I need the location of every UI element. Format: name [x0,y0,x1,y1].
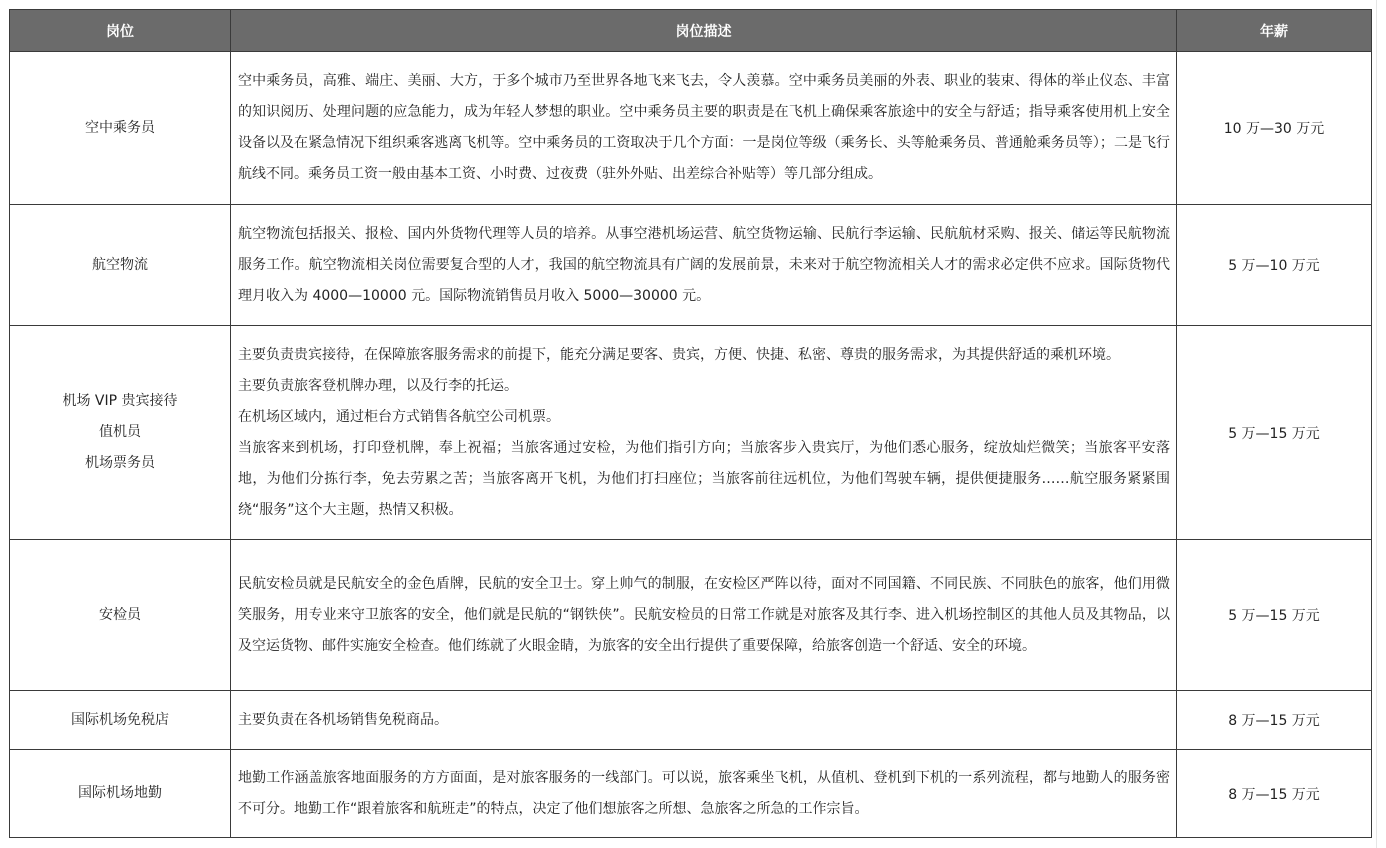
position-cell [10,540,231,691]
description-text: 主要负责在各机场销售免税商品。 [238,711,448,728]
table-row [10,326,1372,540]
salary-cell: 5 万—10 万元 [1177,205,1372,326]
position-name: 国际机场地勤 [78,785,162,801]
description-cell [231,691,1177,750]
table-row [10,540,1372,691]
description-cell [231,205,1177,326]
header-description: 岗位描述 [231,10,1177,52]
description-text: 民航安检员就是民航安全的金色盾牌，民航的安全卫士。穿上帅气的制服，在安检区严阵以待，面对不同国籍、不同民族、不同肤色的旅客，他们用微笑服务，用专业来守卫旅客的安全，他们就是民航的“钢铁侠”。民航安检员的日常工作就是对旅客及其行李、进入机场控制区的其他人员及其物品，以及空运货物、邮件实施安全检查。他们练就了火眼金睛，为旅客的安全出行提供了重要保障，给旅客创造一个舒适、安全的环境。 [238,575,1170,654]
description-text: 地勤工作涵盖旅客地面服务的方方面面，是对旅客服务的一线部门。可以说，旅客乘坐飞机，从值机、登机到下机的一系列流程，都与地勤人的服务密不可分。地勤工作“跟着旅客和航班走”的特点，决定了他们想旅客之所想、急旅客之所急的工作宗旨。 [238,769,1170,817]
header-row [10,10,1372,52]
position-name: 值机员 [99,424,141,440]
table-row [10,52,1372,205]
position-name: 国际机场免税店 [71,711,169,728]
description-text: 主要负责旅客登机牌办理，以及行李的托运。 [238,377,518,394]
salary-cell: 10 万—30 万元 [1177,52,1372,205]
job-table [9,9,1372,838]
header-position: 岗位 [10,10,231,52]
description-cell [231,750,1177,838]
salary-cell: 5 万—15 万元 [1177,540,1372,691]
position-name: 空中乘务员 [85,119,155,136]
description-text: 当旅客来到机场，打印登机牌，奉上祝福；当旅客通过安检，为他们指引方向；当旅客步入贵宾厅，为他们悉心服务，绽放灿烂微笑；当旅客平安落地，为他们分拣行李，免去劳累之苦；当旅客离开飞机，为他们打扫座位；当旅客前往远机位，为他们驾驶车辆，提供便捷服务……航空服务紧紧围绕“服务”这个大主题，热情又积极。 [238,439,1170,518]
page-edge-divider [1376,0,1377,848]
description-text: 空中乘务员，高雅、端庄、美丽、大方，于多个城市乃至世界各地飞来飞去，令人羡慕。空中乘务员美丽的外表、职业的装束、得体的举止仪态、丰富的知识阅历、处理问题的应急能力，成为年轻人梦想的职业。空中乘务员主要的职责是在飞机上确保乘客旅途中的安全与舒适；指导乘客使用机上安全设备以及在紧急情况下组织乘客逃离飞机等。空中乘务员的工资取决于几个方面：一是岗位等级（乘务长、头等舱乘务员、普通舱乘务员等）；二是飞行航线不同。乘务员工资一般由基本工资、小时费、过夜费（驻外外贴、出差综合补贴等）等几部分组成。 [238,73,1170,182]
position-name: 机场票务员 [85,455,155,471]
description-cell [231,326,1177,540]
description-cell [231,52,1177,205]
position-cell [10,52,231,205]
salary-cell: 8 万—15 万元 [1177,750,1372,838]
table-row [10,691,1372,750]
position-name: 机场 VIP 贵宾接待 [62,393,178,409]
salary-cell: 8 万—15 万元 [1177,691,1372,750]
table-row [10,205,1372,326]
description-text: 航空物流包括报关、报检、国内外货物代理等人员的培养。从事空港机场运营、航空货物运输、民航行李运输、民航航材采购、报关、储运等民航物流服务工作。航空物流相关岗位需要复合型的人才，我国的航空物流具有广阔的发展前景，未来对于航空物流相关人才的需求必定供不应求。国际货物代理月收入为 4000—10000 元。国际物流销售员月收入 5000—30000 元。 [238,225,1170,304]
description-text: 主要负责贵宾接待，在保障旅客服务需求的前提下，能充分满足要客、贵宾，方便、快捷、私密、尊贵的服务需求，为其提供舒适的乘机环境。 [238,346,1120,363]
table-header [10,10,1372,52]
salary-cell: 5 万—15 万元 [1177,326,1372,540]
position-cell [10,691,231,750]
table-body [10,52,1372,838]
position-name: 航空物流 [92,256,148,273]
description-cell [231,540,1177,691]
header-salary: 年薪 [1177,10,1372,52]
position-cell [10,205,231,326]
position-cell [10,326,231,540]
description-text: 在机场区域内，通过柜台方式销售各航空公司机票。 [238,408,560,425]
table-row [10,750,1372,838]
position-name: 安检员 [99,606,141,623]
position-cell [10,750,231,838]
